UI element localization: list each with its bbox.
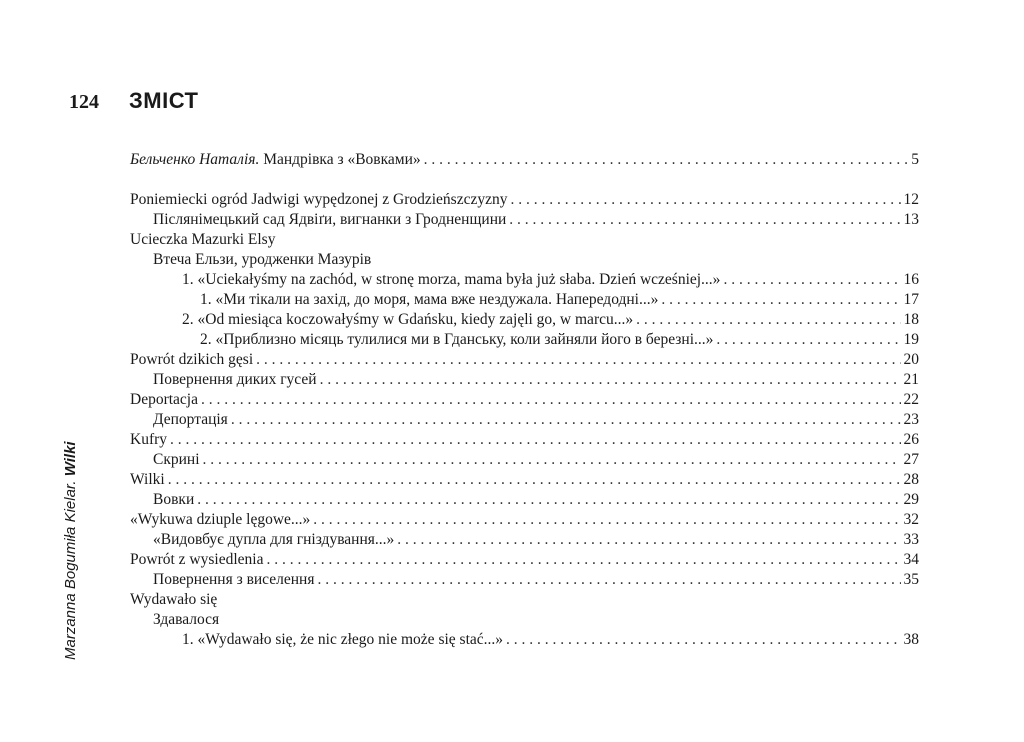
toc-page-number: 26 bbox=[903, 431, 919, 448]
toc-entry[interactable] bbox=[130, 310, 919, 330]
toc-page-number: 12 bbox=[903, 191, 919, 208]
dot-leader bbox=[506, 630, 900, 650]
toc-entry-text: Poniemiecki ogród Jadwigi wypędzonej z Grodzieńszczyzny bbox=[130, 191, 508, 208]
toc-page-number: 32 bbox=[903, 511, 919, 528]
toc-page-number: 21 bbox=[903, 371, 919, 388]
dot-leader bbox=[170, 430, 900, 450]
toc-entry[interactable] bbox=[130, 630, 919, 650]
dot-leader bbox=[313, 510, 900, 530]
page-header bbox=[69, 88, 199, 114]
toc-entry-text: Повернення диких гусей bbox=[153, 371, 317, 388]
dot-leader bbox=[716, 330, 900, 350]
toc-page-number: 27 bbox=[903, 451, 919, 468]
toc-page-number: 23 bbox=[903, 411, 919, 428]
intro-title: Мандрівка з «Вовками» bbox=[263, 151, 421, 168]
toc-entry-text: Скрині bbox=[153, 451, 200, 468]
toc-entry[interactable] bbox=[130, 530, 919, 550]
toc-entry-text: Ucieczka Mazurki Elsy bbox=[130, 231, 276, 248]
dot-leader bbox=[203, 450, 901, 470]
page-number: 124 bbox=[69, 91, 99, 113]
toc-page-number: 29 bbox=[903, 491, 919, 508]
dot-leader bbox=[636, 310, 900, 330]
toc-entry-text: 2. «Приблизно місяць тулилися ми в Гданську, коли зайняли його в березні...» bbox=[200, 331, 714, 348]
toc-page-number: 16 bbox=[903, 271, 919, 288]
table-of-contents bbox=[130, 150, 919, 650]
dot-leader bbox=[509, 210, 900, 230]
toc-page-number: 18 bbox=[903, 311, 919, 328]
toc-entry[interactable] bbox=[130, 350, 919, 370]
toc-entry-text: Післянімецький сад Ядвіґи, вигнанки з Гродненщини bbox=[153, 211, 507, 228]
toc-page-number: 5 bbox=[911, 151, 919, 168]
toc-entry[interactable] bbox=[130, 550, 919, 570]
side-author: Marzanna Bogumiła Kielar. bbox=[62, 480, 79, 660]
dot-leader bbox=[201, 390, 901, 410]
toc-entry-text: Powrót z wysiedlenia bbox=[130, 551, 264, 568]
toc-page-number: 19 bbox=[903, 331, 919, 348]
toc-entry-text: 1. «Wydawało się, że nic złego nie może się stać...» bbox=[182, 631, 504, 648]
toc-entry[interactable] bbox=[130, 370, 919, 390]
dot-leader bbox=[320, 370, 901, 390]
toc-entry[interactable] bbox=[130, 450, 919, 470]
page-title: ЗМІСТ bbox=[129, 88, 199, 113]
toc-entry-text: Вовки bbox=[153, 491, 195, 508]
toc-page-number: 34 bbox=[903, 551, 919, 568]
toc-entry-text: Wilki bbox=[130, 471, 165, 488]
toc-page-number: 17 bbox=[903, 291, 919, 308]
toc-entry-text: Wydawało się bbox=[130, 591, 218, 608]
toc-entry[interactable] bbox=[130, 290, 919, 310]
toc-entry[interactable] bbox=[130, 270, 919, 290]
dot-leader bbox=[168, 470, 901, 490]
dot-leader bbox=[197, 490, 900, 510]
toc-entry-text: Депортація bbox=[153, 411, 228, 428]
toc-entry[interactable] bbox=[130, 490, 919, 510]
toc-entry[interactable] bbox=[130, 510, 919, 530]
running-side-title bbox=[62, 441, 79, 660]
dot-leader bbox=[266, 550, 900, 570]
dot-leader bbox=[661, 290, 900, 310]
dot-leader bbox=[256, 350, 900, 370]
toc-entry[interactable] bbox=[130, 410, 919, 430]
toc-entry[interactable] bbox=[130, 590, 919, 610]
toc-page-number: 20 bbox=[903, 351, 919, 368]
toc-page-number: 13 bbox=[903, 211, 919, 228]
toc-entry-text: Powrót dzikich gęsi bbox=[130, 351, 254, 368]
toc-page-number: 33 bbox=[903, 531, 919, 548]
toc-entry-text: 1. «Ми тікали на захід, до моря, мама вже нездужала. Напередодні...» bbox=[200, 291, 659, 308]
dot-leader bbox=[723, 270, 900, 290]
dot-leader bbox=[231, 410, 901, 430]
toc-entry-text: 2. «Od miesiąca koczowałyśmy w Gdańsku, kiedy zajęli go, w marcu...» bbox=[182, 311, 634, 328]
toc-entry-text: Втеча Ельзи, уродженки Мазурів bbox=[153, 251, 372, 268]
dot-leader bbox=[510, 190, 900, 210]
toc-entry-text: «Видовбує дупла для гніздування...» bbox=[153, 531, 395, 548]
toc-entry-text: 1. «Uciekałyśmy na zachód, w stronę morza, mama była już słaba. Dzień wcześniej...» bbox=[182, 271, 721, 288]
toc-entry-text: «Wykuwa dziuple lęgowe...» bbox=[130, 511, 311, 528]
intro-author: Бельченко Наталія. bbox=[130, 151, 260, 168]
toc-entry-text: Kufry bbox=[130, 431, 168, 448]
toc-entry[interactable] bbox=[130, 570, 919, 590]
toc-entry-text: Здавалося bbox=[153, 611, 220, 628]
toc-page-number: 28 bbox=[903, 471, 919, 488]
toc-page-number: 22 bbox=[903, 391, 919, 408]
toc-entry[interactable] bbox=[130, 330, 919, 350]
dot-leader bbox=[317, 570, 900, 590]
toc-entry-intro[interactable] bbox=[130, 150, 919, 170]
toc-page-number: 35 bbox=[903, 571, 919, 588]
side-book-title: Wilki bbox=[62, 441, 79, 477]
toc-entry[interactable] bbox=[130, 610, 919, 630]
toc-entry[interactable] bbox=[130, 430, 919, 450]
toc-entry[interactable] bbox=[130, 470, 919, 490]
dot-leader bbox=[424, 150, 909, 170]
toc-entry[interactable] bbox=[130, 190, 919, 210]
toc-entry-text: Deportacja bbox=[130, 391, 198, 408]
toc-entry[interactable] bbox=[130, 210, 919, 230]
toc-page-number: 38 bbox=[903, 631, 919, 648]
dot-leader bbox=[397, 530, 900, 550]
toc-entry[interactable] bbox=[130, 250, 919, 270]
toc-entry-text: Повернення з виселення bbox=[153, 571, 315, 588]
toc-entry[interactable] bbox=[130, 230, 919, 250]
toc-entry-text bbox=[130, 150, 421, 170]
toc-entry[interactable] bbox=[130, 390, 919, 410]
